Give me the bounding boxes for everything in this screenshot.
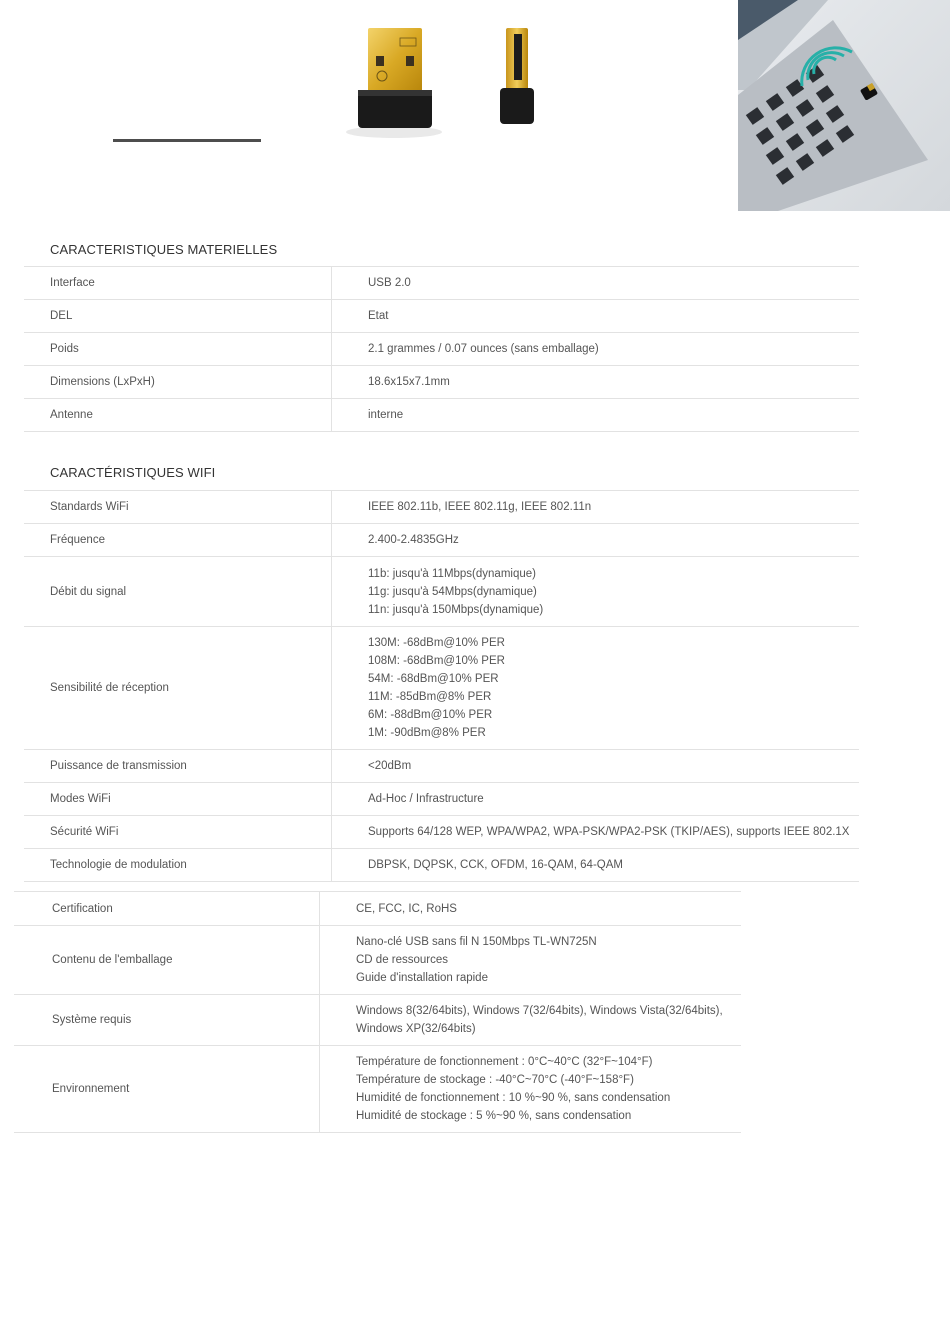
- table-row: [24, 267, 859, 300]
- spec-value: USB 2.0: [332, 267, 860, 300]
- table-row: [24, 627, 859, 750]
- table-row: [24, 557, 859, 627]
- usb-adapter-front-image: [342, 18, 446, 140]
- spec-value: Nano-clé USB sans fil N 150Mbps TL-WN725N CD de ressources Guide d'installation rapide: [320, 926, 742, 995]
- spec-key: Contenu de l'emballage: [14, 926, 320, 995]
- spec-value: Etat: [332, 300, 860, 333]
- table-row: [24, 783, 859, 816]
- table-row: [14, 892, 741, 926]
- table-row: [14, 1046, 741, 1133]
- table-row: [24, 399, 859, 432]
- spec-key: Environnement: [14, 1046, 320, 1133]
- spec-key: Antenne: [24, 399, 332, 432]
- section-title-hardware: CARACTERISTIQUES MATERIELLES: [50, 242, 278, 257]
- spec-value: 2.400-2.4835GHz: [332, 524, 860, 557]
- table-row: [24, 366, 859, 399]
- spec-key: Sensibilité de réception: [24, 627, 332, 750]
- table-row: [24, 849, 859, 882]
- spec-key: Puissance de transmission: [24, 750, 332, 783]
- spec-key: Standards WiFi: [24, 491, 332, 524]
- spec-key: Poids: [24, 333, 332, 366]
- spec-key: Certification: [14, 892, 320, 926]
- spec-value: Ad-Hoc / Infrastructure: [332, 783, 860, 816]
- spec-key: Modes WiFi: [24, 783, 332, 816]
- spec-value: 11b: jusqu'à 11Mbps(dynamique) 11g: jusqu'à 54Mbps(dynamique) 11n: jusqu'à 150Mbps(dynamique): [332, 557, 860, 627]
- table-row: [14, 995, 741, 1046]
- spec-value: 2.1 grammes / 0.07 ounces (sans emballage): [332, 333, 860, 366]
- spec-value: Température de fonctionnement : 0°C~40°C (32°F~104°F) Température de stockage : -40°C~70°C (-40°F~158°F) Humidité de fonctionnement : 10 %~90 %, sans condensation Humidité de stockage : 5 %~90 %, sans condensation: [320, 1046, 742, 1133]
- spec-key: Système requis: [14, 995, 320, 1046]
- hardware-specs-table: [24, 266, 859, 432]
- spec-key: Interface: [24, 267, 332, 300]
- spec-value: interne: [332, 399, 860, 432]
- table-row: [24, 300, 859, 333]
- spec-value: IEEE 802.11b, IEEE 802.11g, IEEE 802.11n: [332, 491, 860, 524]
- wifi-specs-table: [24, 490, 859, 882]
- spec-key: Sécurité WiFi: [24, 816, 332, 849]
- spec-key: Fréquence: [24, 524, 332, 557]
- section-title-wifi: CARACTÉRISTIQUES WIFI: [50, 465, 216, 480]
- table-row: [24, 816, 859, 849]
- laptop-with-adapter-image: [738, 0, 950, 211]
- spec-value: DBPSK, DQPSK, CCK, OFDM, 16-QAM, 64-QAM: [332, 849, 860, 882]
- spec-value: CE, FCC, IC, RoHS: [320, 892, 742, 926]
- table-row: [14, 926, 741, 995]
- table-row: [24, 750, 859, 783]
- usb-adapter-side-image: [492, 18, 542, 130]
- spec-value: 18.6x15x7.1mm: [332, 366, 860, 399]
- spec-value: <20dBm: [332, 750, 860, 783]
- spec-value: 130M: -68dBm@10% PER 108M: -68dBm@10% PER 54M: -68dBm@10% PER 11M: -85dBm@8% PER 6M: -88dBm@10% PER 1M: -90dBm@8% PER: [332, 627, 860, 750]
- table-row: [24, 491, 859, 524]
- table-row: [24, 333, 859, 366]
- spec-value: Supports 64/128 WEP, WPA/WPA2, WPA-PSK/WPA2-PSK (TKIP/AES), supports IEEE 802.1X: [332, 816, 860, 849]
- table-row: [24, 524, 859, 557]
- spec-key: Débit du signal: [24, 557, 332, 627]
- spec-value: Windows 8(32/64bits), Windows 7(32/64bits), Windows Vista(32/64bits), Windows XP(32/64bits): [320, 995, 742, 1046]
- spec-key: Dimensions (LxPxH): [24, 366, 332, 399]
- spec-key: DEL: [24, 300, 332, 333]
- decorative-rule: [113, 139, 261, 142]
- other-specs-table: [14, 891, 741, 1133]
- spec-key: Technologie de modulation: [24, 849, 332, 882]
